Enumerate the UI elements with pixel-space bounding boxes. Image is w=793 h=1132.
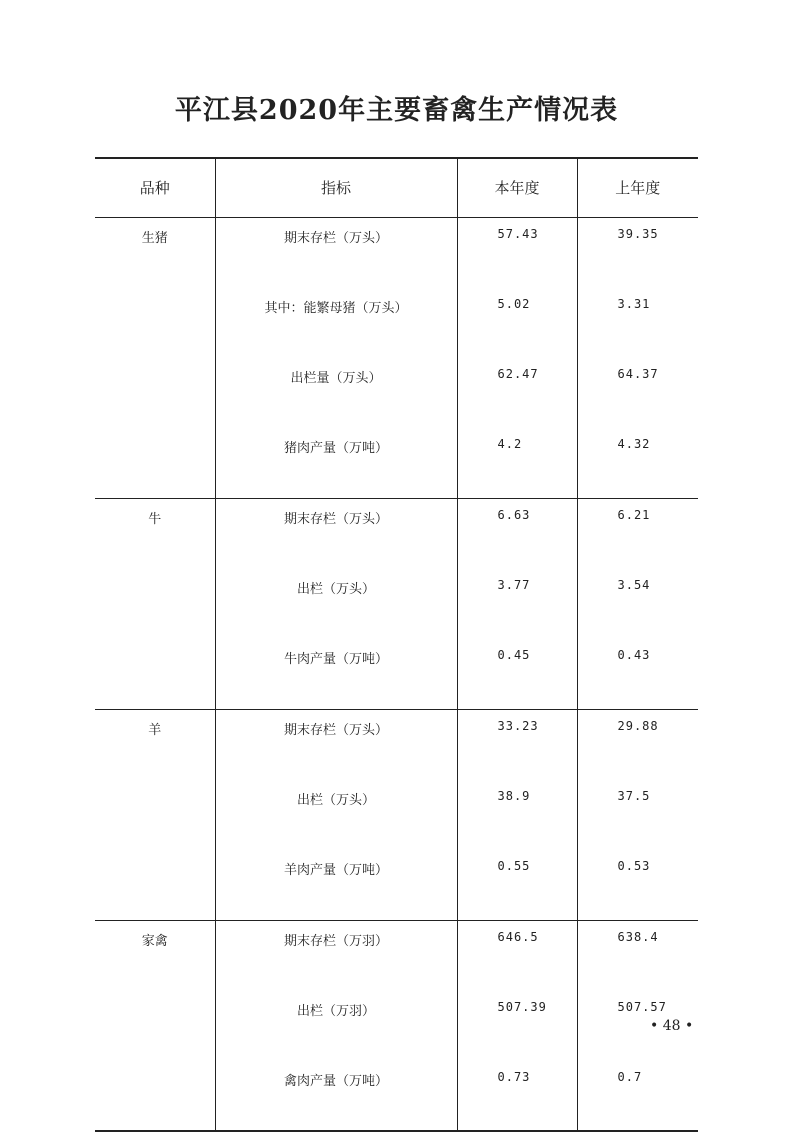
indicator-cell: 出栏量（万头） <box>215 358 457 428</box>
previous-value-cell: 3.54 <box>577 569 698 639</box>
current-value-cell: 646.5 <box>457 920 577 991</box>
category-cell: 羊 <box>95 709 215 920</box>
table-body <box>95 217 698 1131</box>
header-previous-year: 上年度 <box>577 158 698 217</box>
category-cell: 家禽 <box>95 920 215 1131</box>
indicator-cell: 牛肉产量（万吨） <box>215 639 457 710</box>
page-title: 平江县2020年主要畜禽生产情况表 <box>174 95 619 126</box>
indicator-cell: 出栏（万羽） <box>215 991 457 1061</box>
category-cell: 牛 <box>95 498 215 709</box>
indicator-cell: 羊肉产量（万吨） <box>215 850 457 921</box>
previous-value-cell: 29.88 <box>577 709 698 780</box>
indicator-cell: 出栏（万头） <box>215 569 457 639</box>
previous-value-cell: 507.57 <box>577 991 698 1061</box>
previous-value-cell: 39.35 <box>577 217 698 288</box>
livestock-production-table <box>95 157 698 1132</box>
current-value-cell: 57.43 <box>457 217 577 288</box>
previous-value-cell: 0.43 <box>577 639 698 710</box>
current-value-cell: 507.39 <box>457 991 577 1061</box>
table-row <box>95 217 698 288</box>
current-value-cell: 4.2 <box>457 428 577 499</box>
previous-value-cell: 4.32 <box>577 428 698 499</box>
header-indicator: 指标 <box>215 158 457 217</box>
indicator-cell: 期末存栏（万头） <box>215 217 457 288</box>
table-header-row <box>95 158 698 217</box>
current-value-cell: 0.55 <box>457 850 577 921</box>
indicator-cell: 期末存栏（万头） <box>215 709 457 780</box>
page-number: • 48 • <box>650 1018 694 1034</box>
indicator-cell: 期末存栏（万羽） <box>215 920 457 991</box>
current-value-cell: 0.73 <box>457 1061 577 1131</box>
current-value-cell: 62.47 <box>457 358 577 428</box>
previous-value-cell: 0.7 <box>577 1061 698 1131</box>
table-row <box>95 709 698 780</box>
table-row <box>95 498 698 569</box>
indicator-cell: 其中：能繁母猪（万头） <box>215 288 457 358</box>
previous-value-cell: 638.4 <box>577 920 698 991</box>
previous-value-cell: 6.21 <box>577 498 698 569</box>
category-cell: 生猪 <box>95 217 215 498</box>
indicator-cell: 期末存栏（万头） <box>215 498 457 569</box>
current-value-cell: 5.02 <box>457 288 577 358</box>
table-row <box>95 920 698 991</box>
current-value-cell: 38.9 <box>457 780 577 850</box>
previous-value-cell: 0.53 <box>577 850 698 921</box>
previous-value-cell: 37.5 <box>577 780 698 850</box>
current-value-cell: 3.77 <box>457 569 577 639</box>
indicator-cell: 出栏（万头） <box>215 780 457 850</box>
indicator-cell: 猪肉产量（万吨） <box>215 428 457 499</box>
previous-value-cell: 64.37 <box>577 358 698 428</box>
current-value-cell: 0.45 <box>457 639 577 710</box>
current-value-cell: 33.23 <box>457 709 577 780</box>
indicator-cell: 禽肉产量（万吨） <box>215 1061 457 1131</box>
header-current-year: 本年度 <box>457 158 577 217</box>
header-category: 品种 <box>95 158 215 217</box>
current-value-cell: 6.63 <box>457 498 577 569</box>
previous-value-cell: 3.31 <box>577 288 698 358</box>
